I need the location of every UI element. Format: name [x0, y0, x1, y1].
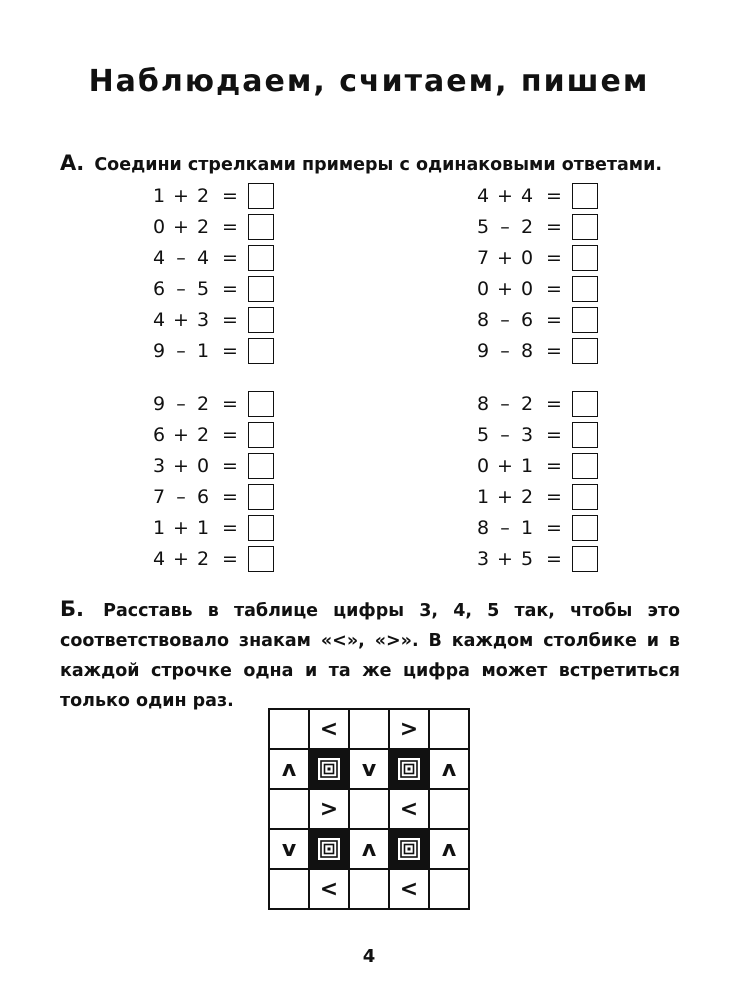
operator: + — [173, 423, 189, 446]
equals-sign: = — [222, 423, 238, 446]
operator: + — [497, 277, 513, 300]
equals-sign: = — [222, 215, 238, 238]
comparison-sign-cell — [389, 709, 429, 749]
answer-box[interactable] — [572, 245, 598, 271]
examples-right-column — [476, 180, 598, 574]
operator: + — [497, 547, 513, 570]
operand-b: 0 — [520, 277, 534, 300]
comparison-sign: < — [319, 876, 339, 902]
operand-b: 2 — [520, 215, 534, 238]
equals-sign: = — [546, 454, 562, 477]
comparison-sign-cell — [309, 789, 349, 829]
answer-box[interactable] — [572, 453, 598, 479]
operand-a: 4 — [152, 547, 166, 570]
comparison-sign-cell — [349, 749, 389, 789]
comparison-sign: v — [281, 836, 297, 862]
operator: + — [497, 246, 513, 269]
comparison-sign-cell — [389, 869, 429, 909]
answer-box[interactable] — [572, 307, 598, 333]
operand-a: 9 — [476, 339, 490, 362]
operand-a: 8 — [476, 308, 490, 331]
comparison-sign: > — [399, 716, 419, 742]
operand-b: 4 — [196, 246, 210, 269]
comparison-sign: ʌ — [361, 836, 377, 862]
answer-box[interactable] — [572, 391, 598, 417]
operand-b: 6 — [520, 308, 534, 331]
operator: – — [176, 339, 186, 362]
concentric-square-icon — [398, 838, 420, 860]
comparison-sign-cell — [269, 749, 309, 789]
operator: + — [497, 454, 513, 477]
equals-sign: = — [222, 547, 238, 570]
concentric-square-icon — [318, 758, 340, 780]
example-group — [152, 388, 274, 574]
equals-sign: = — [222, 392, 238, 415]
example-row — [152, 388, 274, 419]
comparison-sign-cell — [269, 829, 309, 869]
operator: – — [500, 308, 510, 331]
empty-cell[interactable] — [269, 709, 309, 749]
answer-box[interactable] — [248, 214, 274, 240]
empty-cell[interactable] — [349, 709, 389, 749]
example-group — [152, 180, 274, 366]
operand-a: 0 — [476, 454, 490, 477]
operator: – — [500, 392, 510, 415]
equals-sign: = — [546, 392, 562, 415]
example-row — [152, 304, 274, 335]
operand-b: 2 — [196, 184, 210, 207]
operator: + — [173, 184, 189, 207]
operand-b: 2 — [520, 392, 534, 415]
operand-a: 0 — [152, 215, 166, 238]
operand-b: 5 — [196, 277, 210, 300]
answer-box[interactable] — [248, 546, 274, 572]
example-row — [476, 388, 598, 419]
answer-box[interactable] — [248, 245, 274, 271]
equals-sign: = — [546, 485, 562, 508]
operand-b: 2 — [196, 547, 210, 570]
answer-box[interactable] — [572, 546, 598, 572]
operand-b: 3 — [520, 423, 534, 446]
operand-a: 8 — [476, 392, 490, 415]
answer-box[interactable] — [572, 422, 598, 448]
example-row — [476, 180, 598, 211]
example-row — [152, 335, 274, 366]
puzzle-grid — [268, 708, 470, 910]
empty-cell[interactable] — [429, 869, 469, 909]
operand-a: 4 — [152, 246, 166, 269]
example-row — [476, 304, 598, 335]
operand-a: 4 — [476, 184, 490, 207]
operand-b: 1 — [196, 516, 210, 539]
operand-a: 9 — [152, 339, 166, 362]
comparison-sign-cell — [349, 829, 389, 869]
comparison-sign-cell — [429, 829, 469, 869]
operator: – — [500, 339, 510, 362]
equals-sign: = — [222, 308, 238, 331]
task-a-text: Соедини стрелками примеры с одинаковыми ответами. — [94, 155, 662, 175]
comparison-sign: ʌ — [441, 756, 457, 782]
answer-box[interactable] — [248, 183, 274, 209]
concentric-square-icon — [398, 758, 420, 780]
operand-b: 1 — [520, 454, 534, 477]
empty-cell[interactable] — [269, 869, 309, 909]
operand-a: 9 — [152, 392, 166, 415]
operator: – — [500, 423, 510, 446]
operand-b: 0 — [520, 246, 534, 269]
answer-box[interactable] — [248, 422, 274, 448]
operand-b: 1 — [520, 516, 534, 539]
comparison-sign-cell — [429, 749, 469, 789]
example-row — [476, 273, 598, 304]
empty-cell[interactable] — [349, 789, 389, 829]
filled-cell — [309, 829, 349, 869]
example-row — [476, 211, 598, 242]
filled-cell — [309, 749, 349, 789]
operator: – — [500, 215, 510, 238]
equals-sign: = — [546, 339, 562, 362]
example-row — [476, 335, 598, 366]
comparison-sign: ʌ — [281, 756, 297, 782]
equals-sign: = — [546, 215, 562, 238]
answer-box[interactable] — [572, 338, 598, 364]
example-row — [476, 450, 598, 481]
example-row — [476, 512, 598, 543]
answer-box[interactable] — [248, 515, 274, 541]
empty-cell[interactable] — [429, 709, 469, 749]
operand-b: 2 — [196, 392, 210, 415]
answer-box[interactable] — [572, 183, 598, 209]
equals-sign: = — [222, 246, 238, 269]
operator: + — [173, 215, 189, 238]
operator: + — [173, 547, 189, 570]
comparison-sign-cell — [309, 869, 349, 909]
task-b-instruction — [60, 594, 680, 716]
operand-a: 7 — [152, 485, 166, 508]
task-b-marker: Б. — [60, 597, 84, 621]
empty-cell[interactable] — [269, 789, 309, 829]
equals-sign: = — [546, 246, 562, 269]
answer-box[interactable] — [248, 338, 274, 364]
answer-box[interactable] — [572, 214, 598, 240]
equals-sign: = — [222, 277, 238, 300]
filled-cell — [389, 749, 429, 789]
equals-sign: = — [546, 184, 562, 207]
operand-b: 8 — [520, 339, 534, 362]
empty-cell[interactable] — [349, 869, 389, 909]
operand-a: 1 — [476, 485, 490, 508]
comparison-sign: < — [399, 876, 419, 902]
example-row — [476, 242, 598, 273]
operand-a: 3 — [476, 547, 490, 570]
page-number: 4 — [362, 946, 376, 967]
equals-sign: = — [222, 184, 238, 207]
operand-b: 0 — [196, 454, 210, 477]
answer-box[interactable] — [248, 276, 274, 302]
answer-box[interactable] — [248, 307, 274, 333]
answer-box[interactable] — [248, 484, 274, 510]
example-row — [152, 543, 274, 574]
concentric-square-icon — [318, 838, 340, 860]
comparison-sign: > — [319, 796, 339, 822]
answer-box[interactable] — [248, 391, 274, 417]
example-group — [476, 388, 598, 574]
operator: – — [176, 485, 186, 508]
example-row — [152, 180, 274, 211]
examples-left-column — [152, 180, 274, 574]
example-row — [152, 450, 274, 481]
operand-a: 4 — [152, 308, 166, 331]
operator: + — [173, 516, 189, 539]
comparison-sign: ʌ — [441, 836, 457, 862]
operand-b: 1 — [196, 339, 210, 362]
answer-box[interactable] — [572, 515, 598, 541]
page-title: Наблюдаем, считаем, пишем — [88, 64, 650, 99]
equals-sign: = — [546, 547, 562, 570]
task-a-instruction — [60, 148, 680, 180]
task-a-marker: А. — [60, 151, 85, 175]
example-row — [152, 419, 274, 450]
operand-a: 6 — [152, 423, 166, 446]
operator: + — [173, 308, 189, 331]
answer-box[interactable] — [572, 276, 598, 302]
operator: + — [497, 485, 513, 508]
equals-sign: = — [546, 277, 562, 300]
equals-sign: = — [222, 516, 238, 539]
operand-b: 5 — [520, 547, 534, 570]
answer-box[interactable] — [248, 453, 274, 479]
operand-a: 5 — [476, 215, 490, 238]
comparison-sign: v — [361, 756, 377, 782]
filled-cell — [389, 829, 429, 869]
operand-b: 3 — [196, 308, 210, 331]
task-b-text: Расставь в таблице цифры 3, 4, 5 так, чтобы это соответствовало знакам «<», «>». В каждом столбике и в каждой строчке одна и та же цифра может встретиться только один раз. — [60, 601, 680, 711]
operator: – — [176, 392, 186, 415]
operand-a: 5 — [476, 423, 490, 446]
example-row — [152, 211, 274, 242]
comparison-sign: < — [399, 796, 419, 822]
example-row — [152, 273, 274, 304]
comparison-sign-cell — [309, 709, 349, 749]
example-row — [476, 481, 598, 512]
example-group — [476, 180, 598, 366]
operator: – — [176, 277, 186, 300]
operand-a: 3 — [152, 454, 166, 477]
equals-sign: = — [546, 308, 562, 331]
example-row — [152, 242, 274, 273]
operand-a: 1 — [152, 516, 166, 539]
operand-b: 2 — [520, 485, 534, 508]
operator: – — [176, 246, 186, 269]
equals-sign: = — [546, 516, 562, 539]
answer-box[interactable] — [572, 484, 598, 510]
equals-sign: = — [222, 339, 238, 362]
operator: – — [500, 516, 510, 539]
empty-cell[interactable] — [429, 789, 469, 829]
operator: + — [497, 184, 513, 207]
equals-sign: = — [222, 454, 238, 477]
operand-b: 2 — [196, 215, 210, 238]
example-row — [152, 512, 274, 543]
operand-a: 1 — [152, 184, 166, 207]
operand-b: 4 — [520, 184, 534, 207]
equals-sign: = — [546, 423, 562, 446]
comparison-sign-cell — [389, 789, 429, 829]
operand-a: 7 — [476, 246, 490, 269]
comparison-sign: < — [319, 716, 339, 742]
operand-b: 6 — [196, 485, 210, 508]
example-row — [476, 419, 598, 450]
example-row — [152, 481, 274, 512]
equals-sign: = — [222, 485, 238, 508]
operand-a: 0 — [476, 277, 490, 300]
example-row — [476, 543, 598, 574]
operand-a: 8 — [476, 516, 490, 539]
operand-a: 6 — [152, 277, 166, 300]
operand-b: 2 — [196, 423, 210, 446]
operator: + — [173, 454, 189, 477]
